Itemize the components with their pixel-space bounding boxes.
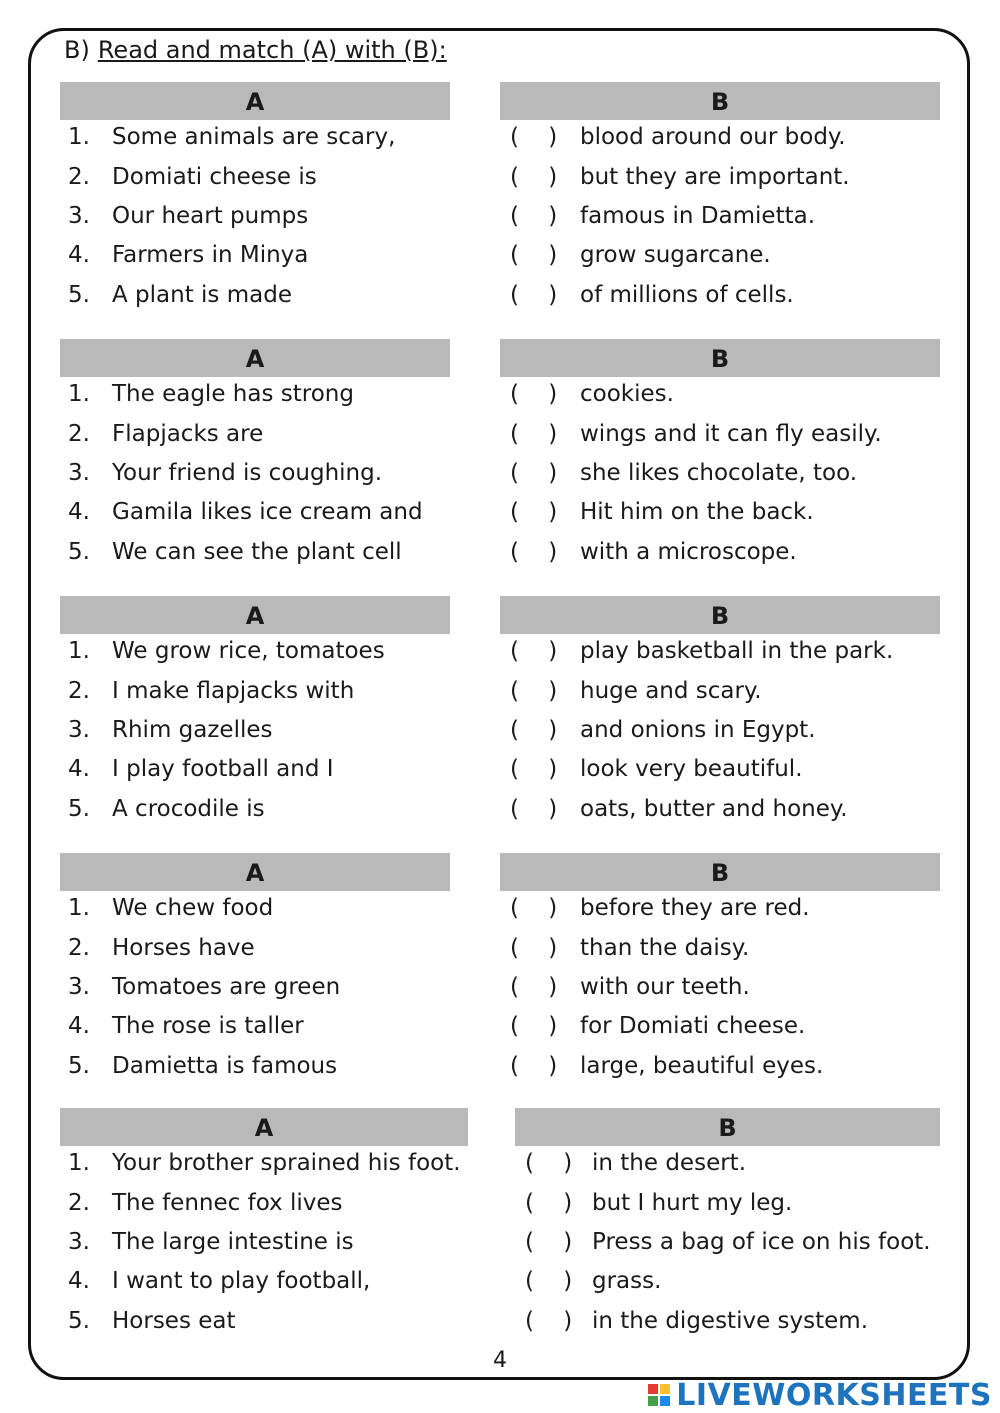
item-number: 2. bbox=[68, 421, 90, 447]
answer-blank[interactable]: ( ) bbox=[525, 1150, 573, 1176]
matching-section-2 bbox=[0, 339, 1000, 579]
answer-blank[interactable]: ( ) bbox=[525, 1308, 573, 1334]
liveworksheets-logo bbox=[648, 1378, 992, 1413]
match-row bbox=[0, 1223, 1000, 1262]
column-a-text: We chew food bbox=[112, 895, 274, 921]
column-b-text: Press a bag of ice on his foot. bbox=[592, 1229, 931, 1255]
column-b-text: play basketball in the park. bbox=[580, 638, 894, 664]
matching-section-3 bbox=[0, 596, 1000, 836]
column-a-text: A plant is made bbox=[112, 282, 292, 308]
column-a-text: We can see the plant cell bbox=[112, 539, 402, 565]
column-a-text: I want to play football, bbox=[112, 1268, 371, 1294]
column-a-text: The large intestine is bbox=[112, 1229, 354, 1255]
match-row bbox=[0, 889, 1000, 928]
column-a-text: Tomatoes are green bbox=[112, 974, 341, 1000]
item-number: 4. bbox=[68, 1013, 90, 1039]
column-a-text: Your friend is coughing. bbox=[112, 460, 383, 486]
column-a-text: Horses eat bbox=[112, 1308, 236, 1334]
item-number: 5. bbox=[68, 539, 90, 565]
answer-blank[interactable]: ( ) bbox=[510, 242, 558, 268]
column-a-text: Flapjacks are bbox=[112, 421, 264, 447]
match-row bbox=[0, 375, 1000, 414]
answer-blank[interactable]: ( ) bbox=[510, 796, 558, 822]
column-b-text: grass. bbox=[592, 1268, 662, 1294]
answer-blank[interactable]: ( ) bbox=[510, 460, 558, 486]
column-b-text: wings and it can fly easily. bbox=[580, 421, 882, 447]
match-row bbox=[0, 750, 1000, 789]
column-a-text: Rhim gazelles bbox=[112, 717, 273, 743]
column-a-text: Horses have bbox=[112, 935, 255, 961]
column-b-text: but they are important. bbox=[580, 164, 850, 190]
match-row bbox=[0, 1144, 1000, 1183]
item-number: 1. bbox=[68, 895, 90, 921]
column-b-header: B bbox=[500, 853, 940, 891]
match-row bbox=[0, 118, 1000, 157]
match-row bbox=[0, 276, 1000, 315]
answer-blank[interactable]: ( ) bbox=[510, 203, 558, 229]
column-a-text: I play football and I bbox=[112, 756, 334, 782]
answer-blank[interactable]: ( ) bbox=[510, 381, 558, 407]
column-b-header: B bbox=[500, 596, 940, 634]
column-b-text: with our teeth. bbox=[580, 974, 750, 1000]
item-number: 5. bbox=[68, 282, 90, 308]
item-number: 3. bbox=[68, 203, 90, 229]
column-b-text: than the daisy. bbox=[580, 935, 750, 961]
answer-blank[interactable]: ( ) bbox=[510, 282, 558, 308]
answer-blank[interactable]: ( ) bbox=[510, 164, 558, 190]
column-a-text: A crocodile is bbox=[112, 796, 265, 822]
match-row bbox=[0, 493, 1000, 532]
answer-blank[interactable]: ( ) bbox=[510, 895, 558, 921]
item-number: 1. bbox=[68, 1150, 90, 1176]
column-b-text: before they are red. bbox=[580, 895, 810, 921]
answer-blank[interactable]: ( ) bbox=[510, 717, 558, 743]
item-number: 3. bbox=[68, 460, 90, 486]
answer-blank[interactable]: ( ) bbox=[510, 421, 558, 447]
match-row bbox=[0, 1302, 1000, 1341]
column-a-text: The eagle has strong bbox=[112, 381, 354, 407]
column-b-header: B bbox=[515, 1108, 940, 1146]
column-b-text: of millions of cells. bbox=[580, 282, 794, 308]
column-a-text: Farmers in Minya bbox=[112, 242, 309, 268]
item-number: 2. bbox=[68, 1190, 90, 1216]
exercise-heading bbox=[64, 36, 447, 64]
column-a-text: I make flapjacks with bbox=[112, 678, 355, 704]
match-row bbox=[0, 415, 1000, 454]
column-a-header: A bbox=[60, 853, 450, 891]
answer-blank[interactable]: ( ) bbox=[510, 1013, 558, 1039]
column-a-text: Our heart pumps bbox=[112, 203, 309, 229]
column-a-text: Gamila likes ice cream and bbox=[112, 499, 423, 525]
column-b-text: but I hurt my leg. bbox=[592, 1190, 793, 1216]
column-a-header: A bbox=[60, 82, 450, 120]
matching-section-5 bbox=[0, 1108, 1000, 1348]
match-row bbox=[0, 929, 1000, 968]
answer-blank[interactable]: ( ) bbox=[510, 756, 558, 782]
answer-blank[interactable]: ( ) bbox=[510, 935, 558, 961]
item-number: 3. bbox=[68, 717, 90, 743]
item-number: 4. bbox=[68, 756, 90, 782]
match-row bbox=[0, 1184, 1000, 1223]
column-a-text: Damietta is famous bbox=[112, 1053, 338, 1079]
column-b-text: grow sugarcane. bbox=[580, 242, 771, 268]
column-b-text: huge and scary. bbox=[580, 678, 762, 704]
match-row bbox=[0, 158, 1000, 197]
item-number: 4. bbox=[68, 499, 90, 525]
item-number: 2. bbox=[68, 678, 90, 704]
match-row bbox=[0, 968, 1000, 1007]
column-a-text: The fennec fox lives bbox=[112, 1190, 343, 1216]
column-b-text: famous in Damietta. bbox=[580, 203, 816, 229]
answer-blank[interactable]: ( ) bbox=[510, 499, 558, 525]
column-b-text: blood around our body. bbox=[580, 124, 846, 150]
match-row bbox=[0, 197, 1000, 236]
column-a-header: A bbox=[60, 596, 450, 634]
column-b-text: oats, butter and honey. bbox=[580, 796, 848, 822]
answer-blank[interactable]: ( ) bbox=[510, 1053, 558, 1079]
match-row bbox=[0, 236, 1000, 275]
column-b-text: with a microscope. bbox=[580, 539, 797, 565]
column-b-text: and onions in Egypt. bbox=[580, 717, 816, 743]
matching-section-1 bbox=[0, 82, 1000, 322]
column-b-text: in the digestive system. bbox=[592, 1308, 868, 1334]
logo-icon bbox=[648, 1384, 672, 1408]
match-row bbox=[0, 1047, 1000, 1086]
item-number: 2. bbox=[68, 164, 90, 190]
column-b-text: look very beautiful. bbox=[580, 756, 803, 782]
answer-blank[interactable]: ( ) bbox=[510, 638, 558, 664]
column-b-header: B bbox=[500, 339, 940, 377]
column-b-text: for Domiati cheese. bbox=[580, 1013, 806, 1039]
matching-section-4 bbox=[0, 853, 1000, 1093]
column-a-text: Your brother sprained his foot. bbox=[112, 1150, 461, 1176]
answer-blank[interactable]: ( ) bbox=[510, 124, 558, 150]
column-b-header: B bbox=[500, 82, 940, 120]
column-a-header: A bbox=[60, 339, 450, 377]
column-a-text: We grow rice, tomatoes bbox=[112, 638, 385, 664]
item-number: 4. bbox=[68, 1268, 90, 1294]
heading-prefix: B) bbox=[64, 36, 90, 64]
match-row bbox=[0, 790, 1000, 829]
column-b-text: large, beautiful eyes. bbox=[580, 1053, 824, 1079]
item-number: 4. bbox=[68, 242, 90, 268]
item-number: 1. bbox=[68, 638, 90, 664]
item-number: 5. bbox=[68, 1053, 90, 1079]
column-b-text: in the desert. bbox=[592, 1150, 747, 1176]
column-a-text: Domiati cheese is bbox=[112, 164, 317, 190]
match-row bbox=[0, 672, 1000, 711]
match-row bbox=[0, 454, 1000, 493]
answer-blank[interactable]: ( ) bbox=[525, 1268, 573, 1294]
item-number: 5. bbox=[68, 1308, 90, 1334]
column-a-text: The rose is taller bbox=[112, 1013, 304, 1039]
heading-label: Read and match (A) with (B): bbox=[97, 36, 447, 64]
item-number: 3. bbox=[68, 974, 90, 1000]
match-row bbox=[0, 1262, 1000, 1301]
column-b-text: she likes chocolate, too. bbox=[580, 460, 858, 486]
column-b-text: Hit him on the back. bbox=[580, 499, 814, 525]
answer-blank[interactable]: ( ) bbox=[510, 678, 558, 704]
footer-brand: LIVEWORKSHEETS bbox=[676, 1378, 992, 1413]
item-number: 5. bbox=[68, 796, 90, 822]
answer-blank[interactable]: ( ) bbox=[510, 539, 558, 565]
column-a-header: A bbox=[60, 1108, 468, 1146]
column-b-text: cookies. bbox=[580, 381, 674, 407]
page-number: 4 bbox=[493, 1348, 507, 1373]
answer-blank[interactable]: ( ) bbox=[510, 974, 558, 1000]
match-row bbox=[0, 711, 1000, 750]
item-number: 2. bbox=[68, 935, 90, 961]
answer-blank[interactable]: ( ) bbox=[525, 1229, 573, 1255]
column-a-text: Some animals are scary, bbox=[112, 124, 396, 150]
match-row bbox=[0, 533, 1000, 572]
item-number: 1. bbox=[68, 124, 90, 150]
match-row bbox=[0, 632, 1000, 671]
item-number: 1. bbox=[68, 381, 90, 407]
match-row bbox=[0, 1007, 1000, 1046]
answer-blank[interactable]: ( ) bbox=[525, 1190, 573, 1216]
item-number: 3. bbox=[68, 1229, 90, 1255]
